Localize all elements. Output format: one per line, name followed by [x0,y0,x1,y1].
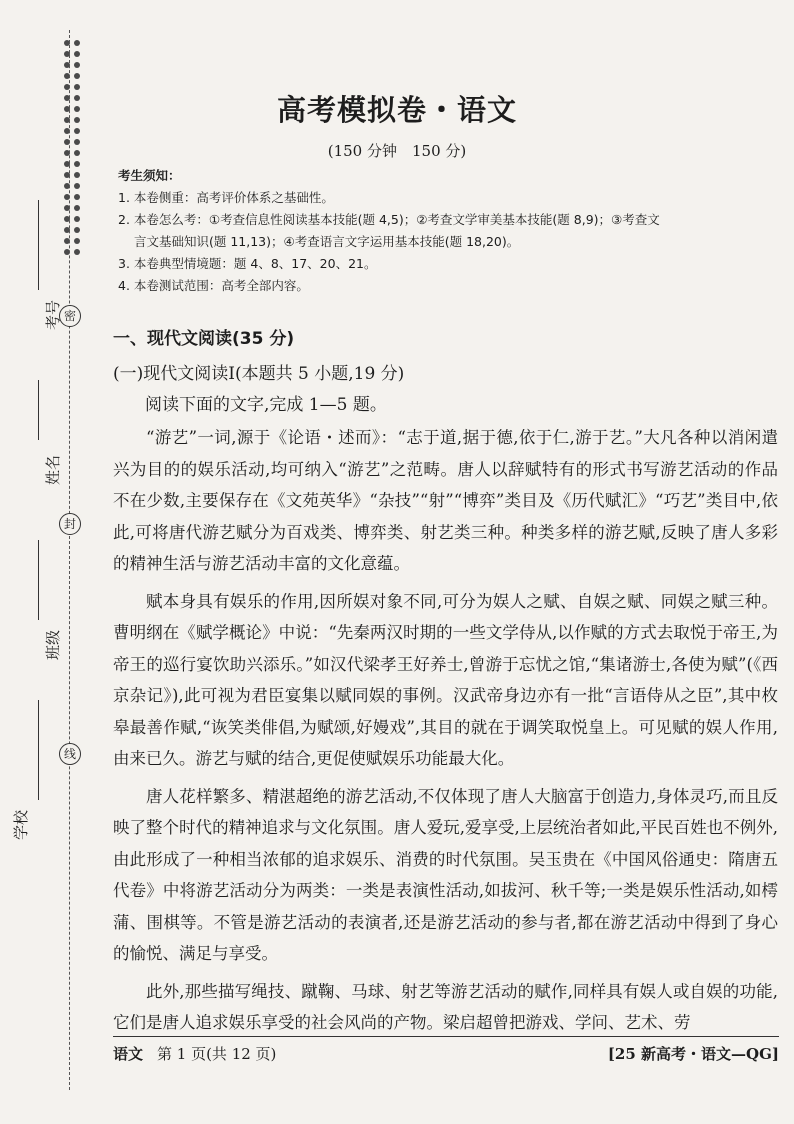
passage-paragraph: “游艺”一词,源于《论语・述而》：“志于道,据于德,依于仁,游于艺。”大凡各种以消闲遣兴为目的的娱乐活动,均可纳入“游艺”之范畴。唐人以辞赋特有的形式书写游艺活动的作品不在少数,主要保存在《文苑英华》“杂技”“射”“博弈”类目及《历代赋汇》“巧艺”类目中,依此,可将唐代游艺赋分为百戏类、博弈类、射艺类三种。种类多样的游艺赋,反映了唐人多彩的精神生活与游艺活动丰富的文化意蕴。 [113,428,778,573]
banji-label: 班级 [44,629,62,660]
seal-mark-xian: 线 [59,743,81,765]
exam-notice [118,165,783,297]
seal-line [69,30,70,1090]
reading-instruction: 阅读下面的文字,完成 1—5 题。 [145,395,387,415]
passage-paragraph: 赋本身具有娱乐的作用,因所娱对象不同,可分为娱人之赋、自娱之赋、同娱之赋三种。曹明纲在《赋学概论》中说：“先秦两汉时期的一些文学侍从,以作赋的方式去取悦于帝王,为帝王的巡行宴饮助兴添乐。”如汉代梁孝王好养士,曾游于忘忧之馆,“集诸游士,各使为赋”(《西京杂记》),此可视为君臣宴集以赋同娱的事例。汉武帝身边亦有一批“言语侍从之臣”,其中枚皋最善作赋,“诙笑类俳倡,为赋颂,好嫚戏”,其目的就在于调笑取悦皇上。可见赋的娱人作用,由来已久。游艺与赋的结合,更促使赋娱乐功能最大化。 [113,591,778,768]
passage-paragraph: 唐人花样繁多、精湛超绝的游艺活动,不仅体现了唐人大脑富于创造力,身体灵巧,而且反映了整个时代的精神追求与文化氛围。唐人爱玩,爱享受,上层统治者如此,平民百姓也不例外,由此形成了一种相当浓郁的追求娱乐、消费的时代氛围。吴玉贵在《中国风俗通史：隋唐五代卷》中将游艺活动分为两类：一类是表演性活动,如拔河、秋千等;一类是娱乐性活动,如樗蒲、围棋等。不管是游艺活动的表演者,还是游艺活动的参与者,都在游艺活动中得到了身心的愉悦、满足与享受。 [113,786,778,963]
binding-margin [0,0,100,1124]
section-title: 一、现代文阅读(35 分) [113,329,295,349]
xuexiao-label: 学校 [12,809,30,840]
reading-passage [113,422,778,1045]
xuexiao-line [38,700,39,800]
notice-item: 2. 本卷怎么考：①考查信息性阅读基本技能(题 4,5)；②考查文学审美基本技能(题 8,9)；③考查文 [118,212,660,227]
notice-item: 4. 本卷测试范围：高考全部内容。 [118,278,309,293]
xingming-label: 姓名 [44,454,62,485]
notice-item: 言文基础知识(题 11,13)；④考查语言文字运用基本技能(题 18,20)。 [134,234,520,249]
footer-exam-code: [25 新高考・语文—QG] [607,1045,779,1063]
notice-item: 3. 本卷典型情境题：题 4、8、17、20、21。 [118,256,377,271]
xingming-line [38,380,39,440]
footer-subject: 语文 [113,1045,144,1063]
seal-mark-feng: 封 [59,513,81,535]
notice-heading: 考生须知： [118,168,181,183]
footer-page-number: 第 1 页(共 12 页) [157,1045,277,1063]
subsection-title: (一)现代文阅读Ⅰ(本题共 5 小题,19 分) [113,364,405,384]
page-footer [113,1036,779,1061]
kaohao-line [38,200,39,290]
banji-line [38,540,39,620]
notice-item: 1. 本卷侧重：高考评价体系之基础性。 [118,190,334,205]
seal-mark-mi: 密 [59,305,81,327]
exam-duration-score: (150 分钟 150 分) [327,142,467,160]
passage-paragraph: 此外,那些描写绳技、蹴鞠、马球、射艺等游艺活动的赋作,同样具有娱人或自娱的功能,它们是唐人追求娱乐享受的社会风尚的产物。梁启超曾把游戏、学问、艺术、劳 [113,981,778,1032]
page-title: 高考模拟卷・语文 [276,93,517,127]
kaohao-label: 考号 [44,299,62,330]
